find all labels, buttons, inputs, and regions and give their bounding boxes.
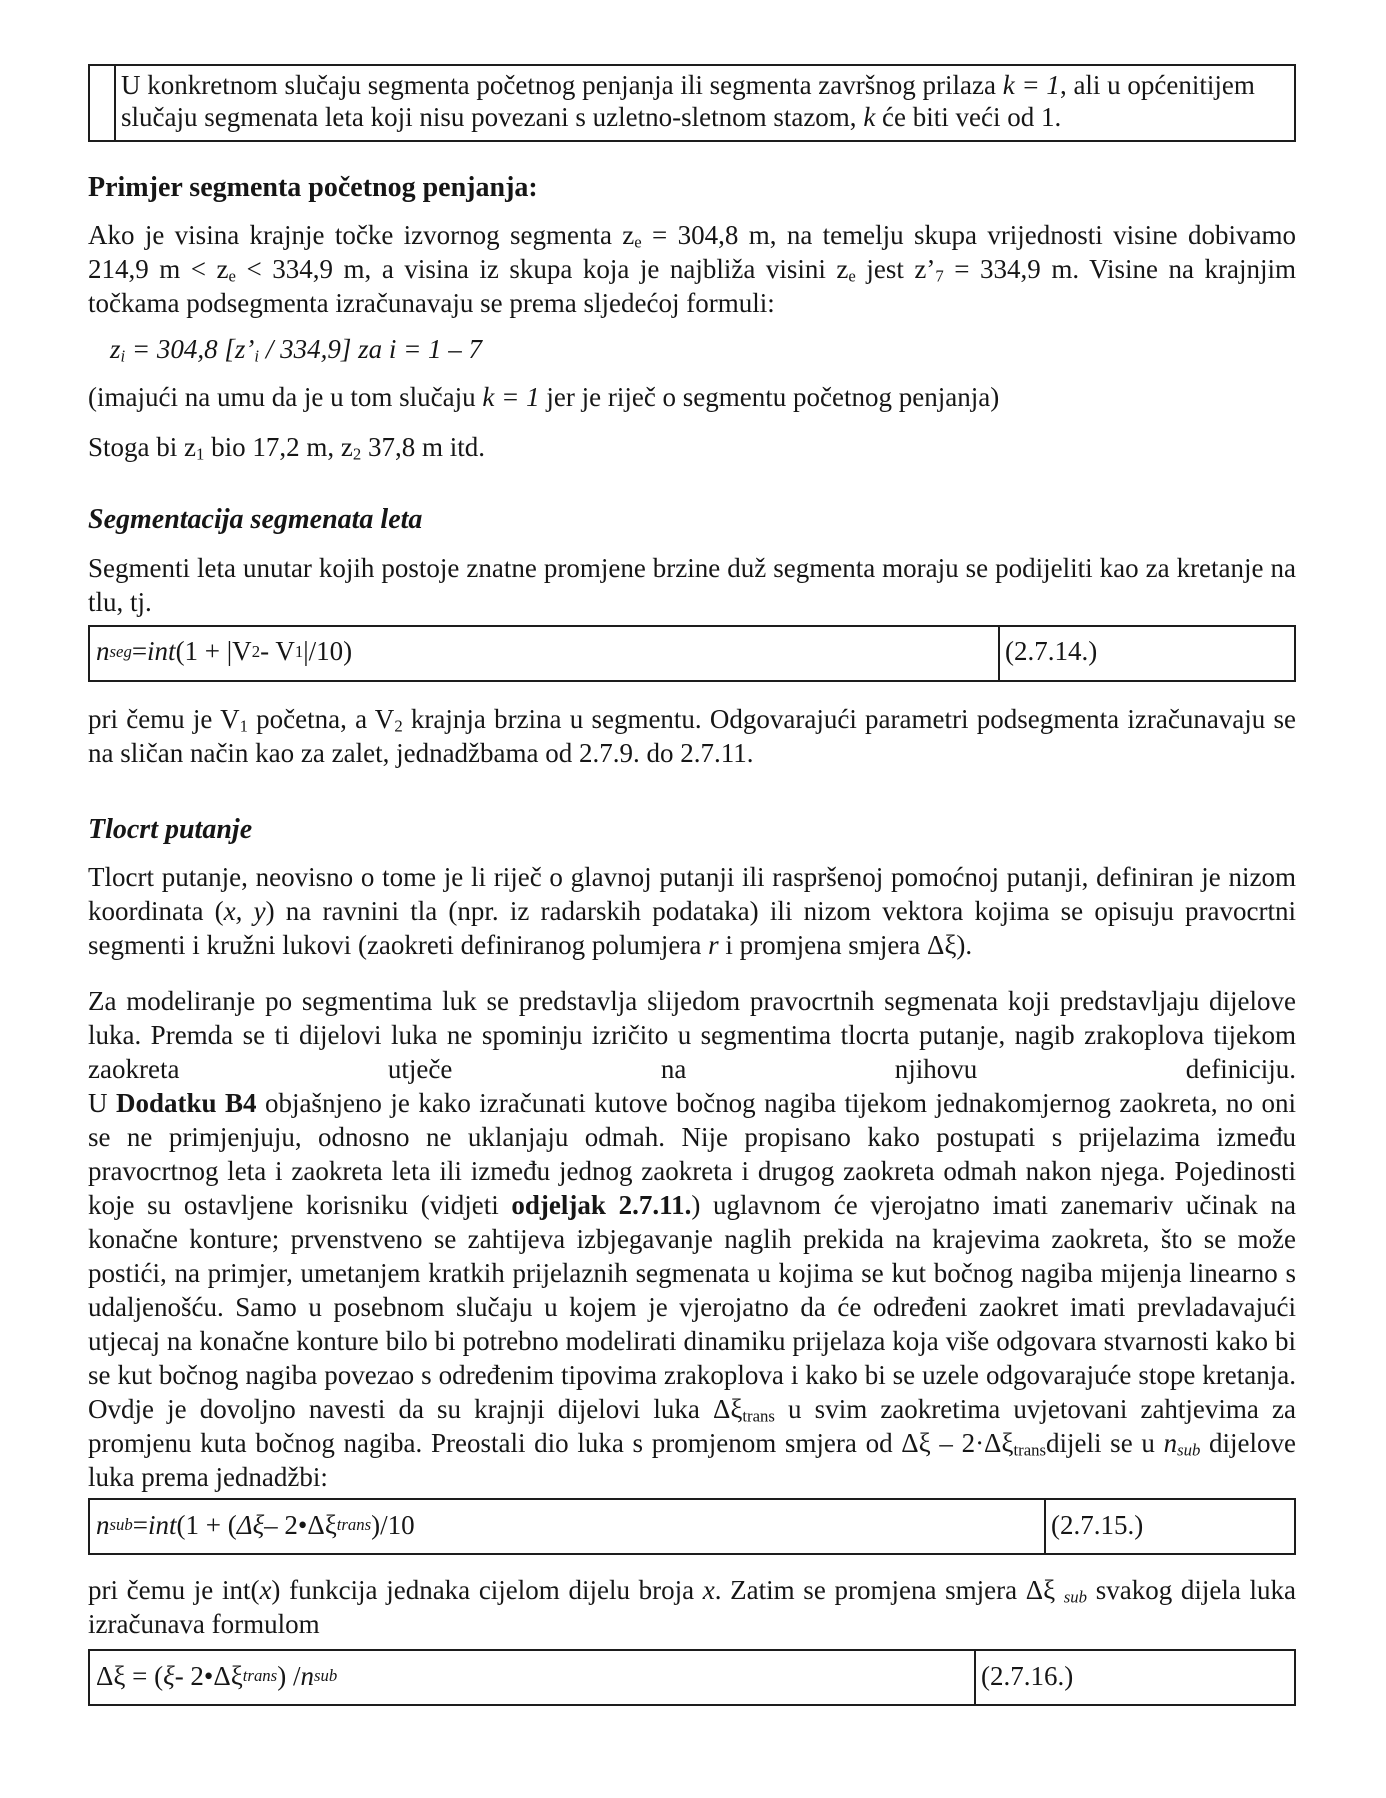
equation-number-2715: (2.7.15.) [1044, 1500, 1294, 1553]
paragraph-stoga-bi: Stoga bi z1 bio 17,2 m, z2 37,8 m itd. [88, 432, 486, 464]
document-page [88, 0, 1296, 1706]
equation-number-2714: (2.7.14.) [998, 627, 1294, 680]
note-box-text: U konkretnom slučaju segmenta početnog penjanja ili segmenta završnog prilaza k = 1, ali u općenitijem slučaju segmenata leta koji nisu povezani s uzletno-sletnom stazom, k će biti veći od 1. [121, 70, 1255, 133]
paragraph-za-modeliranje-1: Za modeliranje po segmentima luk se predstavlja slijedom pravocrtnih segmenata koji predstavljaju dijelove luka. Premda se ti dijelovi luka ne spominju izričito u segmentima tlocrta putanje, nagib zrakoplova tijekom zaokreta utječe na njihovu definiciju. [88, 986, 1296, 1085]
paragraph-tlocrt-putanje: Tlocrt putanje, neovisno o tome je li riječ o glavnoj putanji ili raspršenoj pomoćnoj putanji, definiran je nizom koordinata (x, y) na ravnini tla (npr. iz radarskih podataka) ili nizom vektora kojima se opisuju pravocrtni segmenti i kružni lukovi (zaokreti definiranog polumjera r i promjena smjera Δξ). [88, 862, 1297, 961]
paragraph-imajuci-na-umu: (imajući na umu da je u tom slučaju k = 1 jer je riječ o segmentu početnog penjanja) [88, 382, 1000, 413]
heading-segmentacija-segmenata-leta: Segmentacija segmenata leta [88, 504, 423, 536]
heading-tlocrt-putanje: Tlocrt putanje [88, 813, 253, 845]
note-box [88, 64, 1296, 142]
equation-box-2715 [88, 1498, 1296, 1555]
equation-box-2714 [88, 625, 1296, 682]
equation-formula-2714: n seg = int (1 + |V 2 - V 1 |/10) [96, 636, 353, 667]
equation-number-2716: (2.7.16.) [974, 1651, 1294, 1704]
paragraph-pri-cemu-brzine: pri čemu je V1 početna, a V2 krajnja brzina u segmentu. Odgovarajući parametri podsegmenta izračunavaju se na sličan način kao za zalet, jednadžbama od 2.7.9. do 2.7.11. [88, 703, 1296, 768]
equation-box-2716 [88, 1649, 1296, 1706]
equation-formula-2716: Δξ = ( ξ - 2•Δξ trans ) / n sub [96, 1660, 338, 1691]
paragraph-pri-cemu-int: pri čemu je int(x) funkcija jednaka cijelom dijelu broja x. Zatim se promjena smjera Δξ sub svakog dijela luka izračunava formulom [88, 1575, 1296, 1640]
paragraph-za-modeliranje-2: U Dodatku B4 objašnjeno je kako izračunati kutove bočnog nagiba tijekom jednakomjernog zaokreta, no oni se ne primjenjuju, odnosno ne uklanjaju odmah. Nije propisano kako postupati s prijelazima između pravocrtnog leta i zaokreta leta ili između jednog zaokreta i drugog zaokreta odmah nakon njega. Pojedinosti koje su ostavljene korisniku (vidjeti odjeljak 2.7.11.) uglavnom će vjerojatno imati zanemariv učinak na konačne konture; prvenstveno se zahtijeva izbjegavanje naglih prekida na krajevima zaokreta, što se može postići, na primjer, umetanjem kratkih prijelaznih segmenata u kojima se kut bočnog nagiba mijenja linearno s udaljenošću. Samo u posebnom slučaju u kojem je vjerojatno da će određeni zaokret imati prevladavajući utjecaj na konačne konture bilo bi potrebno modelirati dinamiku prijelaza koja više odgovara stvarnosti kako bi se kut bočnog nagiba povezao s određenim tipovima zrakoplova i kako bi se uzele odgovarajuće stope kretanja. Ovdje je dovoljno navesti da su krajnji dijelovi luka Δξtrans u svim zaokretima uvjetovani zahtjevima za promjenu kuta bočnog nagiba. Preostali dio luka s promjenom smjera od Δξ – 2·Δξtransdijeli se u nsub dijelove luka prema jednadžbi: [88, 1088, 1297, 1493]
heading-primjer-segmenta: Primjer segmenta početnog penjanja: [88, 171, 538, 203]
equation-formula-2715: n sub = int (1 + ( Δξ – 2•Δξ trans )/10 [96, 1509, 415, 1540]
paragraph-visina-krajnje-tocke: Ako je visina krajnje točke izvornog segmenta ze = 304,8 m, na temelju skupa vrijednosti visine dobivamo 214,9 m < ze < 334,9 m, a visina iz skupa koja je najbliža visini ze jest z’7 = 334,9 m. Visine na krajnjim točkama podsegmenta izračunavaju se prema sljedećoj formuli: [88, 220, 1297, 319]
inline-formula-zi: zi = 304,8 [z’i / 334,9] za i = 1 – 7 [110, 334, 483, 366]
note-box-margin-bar [90, 66, 116, 140]
paragraph-segmenti-leta: Segmenti leta unutar kojih postoje znatne promjene brzine duž segmenta moraju se podijeliti kao za kretanje na tlu, tj. [88, 552, 1296, 617]
